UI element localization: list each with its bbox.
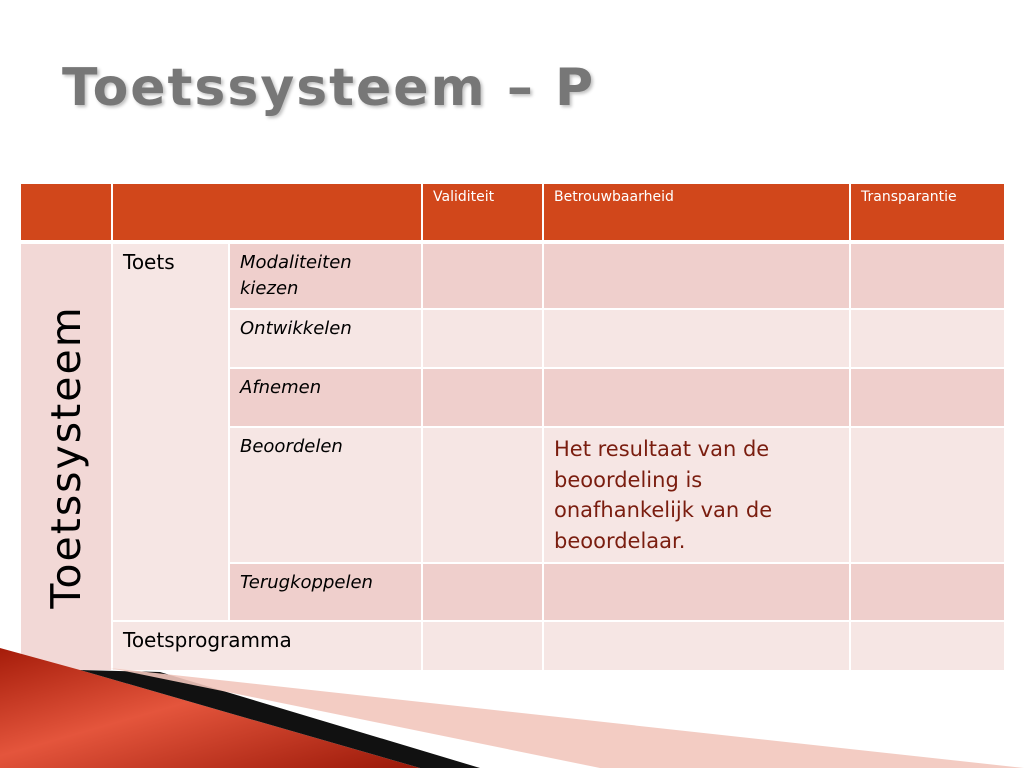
cell-transparantie — [850, 309, 1005, 368]
table-row — [20, 242, 1005, 309]
row-label: Modaliteiten kiezen — [229, 242, 422, 309]
header-cell-empty-1 — [20, 183, 112, 242]
cell-validiteit — [422, 242, 543, 309]
programma-label: Toetsprogramma — [112, 621, 422, 671]
row-label: Terugkoppelen — [229, 563, 422, 621]
cell-validiteit — [422, 368, 543, 427]
cell-transparantie — [850, 368, 1005, 427]
cell-transparantie — [850, 242, 1005, 309]
row-label: Beoordelen — [229, 427, 422, 563]
cell-betrouwbaarheid — [543, 242, 850, 309]
row-label: Afnemen — [229, 368, 422, 427]
header-transparantie: Transparantie — [850, 183, 1005, 242]
header-validiteit: Validiteit — [422, 183, 543, 242]
cell-betrouwbaarheid — [543, 309, 850, 368]
row-label: Ontwikkelen — [229, 309, 422, 368]
cell-validiteit — [422, 309, 543, 368]
slide-title: Toetssysteem – P — [62, 58, 596, 118]
header-cell-empty-2 — [112, 183, 422, 242]
cell-validiteit — [422, 427, 543, 563]
cell-transparantie — [850, 427, 1005, 563]
matrix-table — [19, 182, 1006, 672]
table-header-row — [20, 183, 1005, 242]
group-cell — [112, 242, 229, 621]
header-betrouwbaarheid: Betrouwbaarheid — [543, 183, 850, 242]
decorative-swoosh — [0, 600, 1024, 768]
side-label: Toetssysteem — [42, 305, 90, 609]
group-label: Toets — [123, 250, 175, 274]
cell-betrouwbaarheid-note: Het resultaat van de beoordeling is onafhankelijk van de beoordelaar. — [543, 427, 850, 563]
cell-betrouwbaarheid — [543, 368, 850, 427]
